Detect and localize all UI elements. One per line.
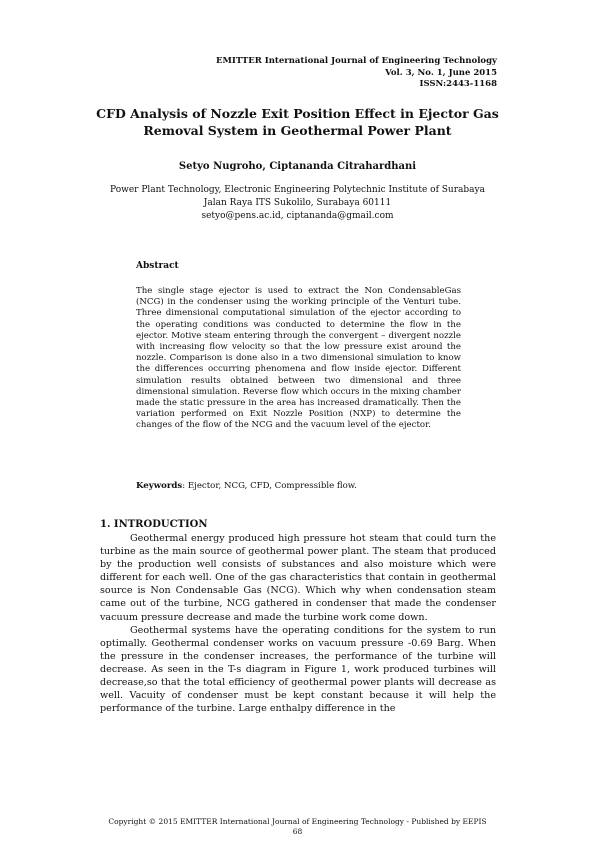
section-heading-introduction: 1. INTRODUCTION — [100, 519, 208, 530]
affiliation — [60, 184, 535, 223]
abstract-heading: Abstract — [136, 261, 179, 271]
journal-issn: ISSN:2443-1168 — [419, 79, 497, 89]
keywords-label: Keywords — [136, 481, 183, 491]
abstract-body: The single stage ejector is used to extract the Non CondensableGas (NCG) in the condenser using the working principle of the Venturi tube. Three dimensional computational simulation of the ejector according to the operating conditions was conducted to determine the flow in the ejector. Motive steam entering through the convergent – divergent nozzle with increasing flow velocity so that the low pressure exist around the nozzle. Comparison is done also in a two dimensional simulation to know the differences occurring phenomena and flow inside ejector. Different simulation results obtained between two dimensional and three dimensional simulation. Reverse flow which occurs in the mixing chamber made the static pressure in the area has increased dramatically. Then the variation performed on Exit Nozzle Position (NXP) to determine the changes of the flow of the NCG and the vacuum level of the ejector. — [136, 286, 461, 431]
affiliation-emails: setyo@pens.ac.id, ciptananda@gmail.com — [201, 211, 394, 221]
keywords-list: : Ejector, NCG, CFD, Compressible flow. — [182, 481, 357, 491]
paper-title — [60, 105, 535, 139]
affiliation-address: Jalan Raya ITS Sukolilo, Surabaya 60111 — [203, 198, 392, 208]
footer-copyright: Copyright © 2015 EMITTER International Journal of Engineering Technology - Published by EEPIS — [108, 817, 487, 826]
journal-header — [216, 56, 497, 91]
intro-paragraph-1: Geothermal energy produced high pressure hot steam that could turn the turbine as the main source of geothermal power plant. The steam that produced by the production well consists of substances and also moisture which were different for each well. One of the gas characteristics that contain in geothermal source is Non Condensable Gas (NCG). Which why when condensation steam came out of the turbine, NCG gathered in condenser that made the condenser vacuum pressure decrease and made the turbine work come down. — [100, 533, 496, 623]
intro-paragraph-2: Geothermal systems have the operating conditions for the system to run optimally. Geothermal condenser works on vacuum pressure -0.69 Barg. When the pressure in the condenser increases, the performance of the turbine will decrease. As seen in the T-s diagram in Figure 1, work produced turbines will decrease,so that the total efficiency of geothermal power plants will decrease as well. Vacuity of condenser must be kept constant because it will help the performance of the turbine. Large enthalpy difference in the — [100, 624, 496, 715]
page-footer — [60, 817, 535, 837]
journal-name: EMITTER International Journal of Engineering Technology — [216, 56, 497, 66]
journal-volume: Vol. 3, No. 1, June 2015 — [385, 67, 497, 78]
paper-title-line-1: CFD Analysis of Nozzle Exit Position Effect in Ejector Gas — [96, 106, 499, 121]
keywords — [136, 481, 357, 491]
introduction-body — [100, 532, 496, 715]
page-number: 68 — [292, 827, 303, 836]
author-list: Setyo Nugroho, Ciptananda Citrahardhani — [178, 161, 417, 172]
paper-title-line-2: Removal System in Geothermal Power Plant — [143, 123, 452, 138]
affiliation-institution: Power Plant Technology, Electronic Engineering Polytechnic Institute of Surabaya — [110, 185, 485, 195]
